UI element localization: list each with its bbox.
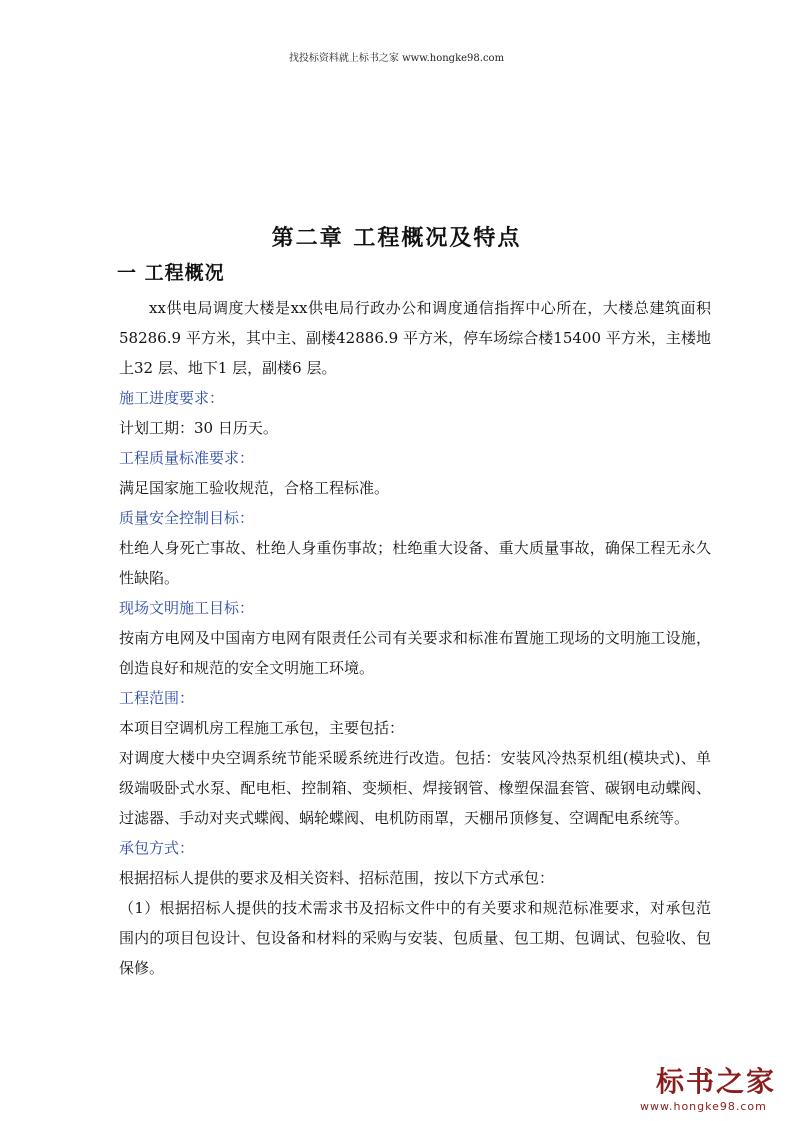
- section-title: 一 工程概况: [117, 262, 225, 284]
- safety-heading: 质量安全控制目标：: [119, 509, 255, 527]
- schedule-heading: 施工进度要求：: [119, 389, 225, 407]
- scope-line-2: 对调度大楼中央空调系统节能采暖系统进行改造。包括：安装风冷热泵机组(模块式)、单级端吸卧式水泵、配电柜、控制箱、变频柜、焊接钢管、橡塑保温套管、碳钢电动蝶阀、过滤器、手动对夹式蝶阀、蜗轮蝶阀、电机防雨罩，天棚吊顶修复、空调配电系统等。: [119, 749, 711, 827]
- civilized-heading: 现场文明施工目标：: [119, 599, 255, 617]
- safety-text: 杜绝人身死亡事故、杜绝人身重伤事故；杜绝重大设备、重大质量事故，确保工程无永久性缺陷。: [119, 539, 711, 587]
- document-body: [119, 293, 711, 983]
- schedule-text: 计划工期：30 日历天。: [119, 419, 278, 437]
- logo-url: www.hongke98.com: [640, 1100, 767, 1113]
- quality-text: 满足国家施工验收规范，合格工程标准。: [119, 479, 390, 497]
- quality-heading: 工程质量标准要求：: [119, 449, 255, 467]
- scope-heading: 工程范围：: [119, 689, 195, 707]
- scope-line-1: 本项目空调机房工程施工承包，主要包括：: [119, 719, 405, 737]
- contract-line-1: 根据招标人提供的要求及相关资料、招标范围，按以下方式承包：: [119, 869, 555, 887]
- page-header: 找投标资料就上标书之家 www.hongke98.com: [288, 53, 505, 64]
- logo-name: 标书之家: [656, 1065, 777, 1098]
- contract-line-2: （1）根据招标人提供的技术需求书及招标文件中的有关要求和规范标准要求，对承包范围内的项目包设计、包设备和材料的采购与安装、包质量、包工期、包调试、包验收、包保修。: [119, 899, 711, 977]
- contract-heading: 承包方式：: [119, 839, 195, 857]
- civilized-text: 按南方电网及中国南方电网有限责任公司有关要求和标准布置施工现场的文明施工设施，创造良好和规范的安全文明施工环境。: [119, 629, 711, 677]
- chapter-title: 第二章 工程概况及特点: [271, 225, 522, 251]
- watermark-logo: [636, 1060, 786, 1114]
- intro-paragraph: xx供电局调度大楼是xx供电局行政办公和调度通信指挥中心所在，大楼总建筑面积58286.9 平方米，其中主、副楼42886.9 平方米，停车场综合楼15400 平方米，主楼地上32 层、地下1 层，副楼6 层。: [119, 299, 711, 377]
